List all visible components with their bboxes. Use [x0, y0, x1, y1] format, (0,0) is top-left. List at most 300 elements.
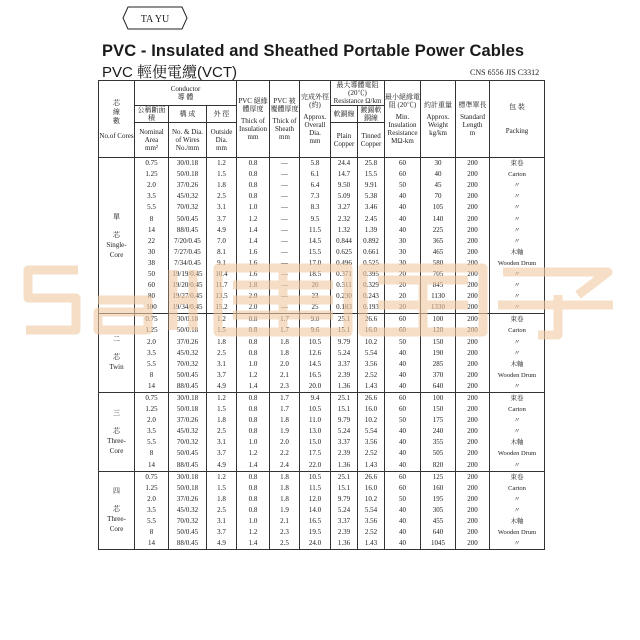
table-cell: 0.844 — [331, 236, 358, 247]
table-cell: 200 — [456, 404, 490, 415]
table-cell: 505 — [421, 448, 456, 459]
table-cell: 16.0 — [358, 483, 385, 494]
table-cell: 19.5 — [300, 527, 331, 538]
table-cell: 17.0 — [300, 258, 331, 269]
table-cell: 5.09 — [331, 191, 358, 202]
table-cell: 20 — [385, 280, 421, 291]
table-cell: 50 — [385, 415, 421, 426]
table-cell: 1.43 — [358, 381, 385, 393]
table-cell: 2.0 — [270, 359, 300, 370]
table-cell: 1.7 — [270, 325, 300, 336]
packing-cell: 〃 — [490, 494, 545, 505]
table-cell: 15.1 — [331, 325, 358, 336]
table-cell: 200 — [456, 258, 490, 269]
table-cell: 3.56 — [358, 437, 385, 448]
table-cell: 1.2 — [207, 392, 237, 404]
table-cell: 1.7 — [270, 404, 300, 415]
table-cell: 200 — [456, 247, 490, 258]
table-cell: 1.2 — [237, 370, 270, 381]
table-row — [99, 516, 545, 527]
header-cores: 芯線數 No.of Cores — [99, 81, 135, 158]
table-cell: 200 — [456, 269, 490, 280]
packing-cell: Wooden Drum — [490, 527, 545, 538]
table-cell: 15.1 — [331, 483, 358, 494]
table-cell: 50/0.45 — [169, 448, 207, 459]
table-cell: 50 — [135, 269, 169, 280]
header-insulation: PVC 絕緣體厚度 Thick of Insulation mm — [237, 81, 270, 158]
table-cell: 13.5 — [207, 291, 237, 302]
table-cell: 2.2 — [270, 448, 300, 459]
table-cell: 140 — [421, 213, 456, 224]
packing-cell: 木軸 — [490, 437, 545, 448]
table-cell: 2.5 — [270, 538, 300, 550]
table-cell: 150 — [421, 404, 456, 415]
table-row — [99, 426, 545, 437]
header-wires: 構 成 — [169, 106, 207, 123]
table-cell: 70/0.32 — [169, 516, 207, 527]
table-row — [99, 527, 545, 538]
table-cell: 5.5 — [135, 437, 169, 448]
packing-cell: 〃 — [490, 225, 545, 236]
table-cell: 200 — [456, 314, 490, 326]
table-cell: 30/0.18 — [169, 471, 207, 483]
table-cell: 705 — [421, 269, 456, 280]
table-cell: 0.8 — [237, 471, 270, 483]
table-cell: 1.4 — [237, 460, 270, 472]
table-cell: 240 — [421, 426, 456, 437]
table-cell: — — [270, 169, 300, 180]
table-cell: 88/0.45 — [169, 538, 207, 550]
table-cell: 1.8 — [207, 337, 237, 348]
table-cell: 0.8 — [237, 494, 270, 505]
table-cell: 1.25 — [135, 483, 169, 494]
table-cell: 0.8 — [237, 404, 270, 415]
table-cell: 60 — [385, 325, 421, 336]
table-cell: 10.5 — [300, 337, 331, 348]
table-cell: 3.7 — [207, 448, 237, 459]
table-cell: 1330 — [421, 302, 456, 314]
table-cell: 40 — [385, 437, 421, 448]
table-cell: 60 — [135, 280, 169, 291]
packing-cell: 〃 — [490, 202, 545, 213]
packing-cell: 〃 — [490, 538, 545, 550]
table-cell: 0.8 — [237, 426, 270, 437]
table-cell: 355 — [421, 437, 456, 448]
table-cell: 2.52 — [358, 527, 385, 538]
table-cell: 0.371 — [331, 269, 358, 280]
table-cell: 455 — [421, 516, 456, 527]
table-cell: 0.75 — [135, 392, 169, 404]
core-type-cell: 四 芯 Three-Core — [99, 471, 135, 550]
table-cell: 8 — [135, 370, 169, 381]
table-cell: 3.5 — [135, 505, 169, 516]
table-row — [99, 269, 545, 280]
table-cell: 50/0.45 — [169, 527, 207, 538]
table-cell: — — [270, 302, 300, 314]
header-ins-resistance: 最小絕緣電阻 (20℃) Min. Insulation Resistance MΩ-km — [385, 81, 421, 158]
table-cell: 1.5 — [207, 404, 237, 415]
table-cell: 14 — [135, 225, 169, 236]
table-cell: 0.8 — [237, 191, 270, 202]
packing-cell: 〃 — [490, 302, 545, 314]
table-cell: 1.36 — [331, 381, 358, 393]
table-cell: 1.8 — [270, 348, 300, 359]
table-cell: 0.8 — [237, 348, 270, 359]
table-cell: 820 — [421, 460, 456, 472]
table-cell: 1.8 — [207, 180, 237, 191]
table-row — [99, 291, 545, 302]
table-cell: 40 — [385, 370, 421, 381]
table-cell: 9.79 — [331, 337, 358, 348]
table-cell: 1.0 — [237, 516, 270, 527]
table-cell: 2.39 — [331, 448, 358, 459]
table-cell: 200 — [456, 202, 490, 213]
table-cell: 845 — [421, 280, 456, 291]
header-od-en: Outside Dia. mm — [207, 123, 237, 158]
table-row — [99, 191, 545, 202]
packing-cell: 〃 — [490, 460, 545, 472]
table-cell: 0.75 — [135, 158, 169, 170]
table-cell: — — [270, 191, 300, 202]
table-cell: 1.4 — [237, 236, 270, 247]
table-cell: 14 — [135, 460, 169, 472]
table-cell: 15.5 — [300, 247, 331, 258]
table-cell: 60 — [385, 404, 421, 415]
table-row — [99, 247, 545, 258]
table-cell: 50/0.18 — [169, 169, 207, 180]
table-cell: 100 — [135, 302, 169, 314]
table-cell: 16.0 — [358, 404, 385, 415]
table-cell: 1.4 — [237, 225, 270, 236]
table-cell: 23 — [300, 291, 331, 302]
table-cell: 1.4 — [237, 538, 270, 550]
header-conductor: Conductor 導 體 — [135, 81, 237, 106]
packing-cell: Wooden Drum — [490, 258, 545, 269]
packing-cell: 束卷 — [490, 392, 545, 404]
table-cell: 14 — [135, 538, 169, 550]
table-cell: 88/0.45 — [169, 225, 207, 236]
table-cell: 30/0.18 — [169, 392, 207, 404]
table-cell: 190 — [421, 348, 456, 359]
table-cell: 3.56 — [358, 516, 385, 527]
table-cell: 2.4 — [270, 460, 300, 472]
table-cell: 0.183 — [331, 302, 358, 314]
table-cell: 3.1 — [207, 202, 237, 213]
table-cell: 30/0.18 — [169, 158, 207, 170]
table-cell: 195 — [421, 494, 456, 505]
header-length: 標準單長 Standard Length m — [456, 81, 490, 158]
table-row — [99, 505, 545, 516]
table-cell: 16.0 — [358, 325, 385, 336]
table-cell: 0.193 — [358, 302, 385, 314]
table-cell: 7/20/0.45 — [169, 236, 207, 247]
table-row — [99, 448, 545, 459]
table-cell: 0.8 — [237, 158, 270, 170]
table-cell: 9.6 — [300, 325, 331, 336]
table-cell: 45 — [421, 180, 456, 191]
table-cell: 9.50 — [331, 180, 358, 191]
table-cell: 8 — [135, 527, 169, 538]
table-cell: 200 — [456, 280, 490, 291]
spec-table — [98, 80, 545, 550]
table-cell: 1.6 — [237, 269, 270, 280]
table-cell: 30/0.18 — [169, 314, 207, 326]
table-cell: 200 — [456, 437, 490, 448]
table-cell: 37/0.26 — [169, 337, 207, 348]
table-cell: 8.1 — [207, 247, 237, 258]
header-resistance: 最大導體電阻 (20℃) Resistance Ω/km — [331, 81, 385, 106]
packing-cell: 〃 — [490, 191, 545, 202]
table-cell: 1.8 — [270, 483, 300, 494]
table-row — [99, 392, 545, 404]
table-cell: 0.8 — [237, 392, 270, 404]
table-cell: 3.27 — [331, 202, 358, 213]
table-cell: 14 — [135, 381, 169, 393]
packing-cell: Wooden Drum — [490, 448, 545, 459]
table-cell: 3.5 — [135, 426, 169, 437]
table-cell: 0.625 — [331, 247, 358, 258]
table-cell: 200 — [456, 516, 490, 527]
table-cell: 0.661 — [358, 247, 385, 258]
table-cell: 2.39 — [331, 527, 358, 538]
table-cell: 2.5 — [207, 505, 237, 516]
table-cell: 2.39 — [331, 370, 358, 381]
table-cell: — — [270, 269, 300, 280]
table-row — [99, 359, 545, 370]
table-cell: 2.3 — [270, 527, 300, 538]
table-cell: 30 — [135, 247, 169, 258]
table-cell: 200 — [456, 302, 490, 314]
packing-cell: 〃 — [490, 426, 545, 437]
table-cell: 200 — [456, 538, 490, 550]
table-cell: — — [270, 225, 300, 236]
table-cell: 1.36 — [331, 460, 358, 472]
table-cell: 40 — [385, 213, 421, 224]
table-cell: 40 — [385, 191, 421, 202]
table-cell: 10.2 — [358, 415, 385, 426]
table-cell: 3.46 — [358, 202, 385, 213]
table-cell: 40 — [385, 359, 421, 370]
table-cell: 200 — [456, 415, 490, 426]
table-cell: 3.56 — [358, 359, 385, 370]
table-cell: 1.8 — [270, 494, 300, 505]
table-row — [99, 158, 545, 170]
table-cell: 1.8 — [207, 494, 237, 505]
table-row — [99, 348, 545, 359]
table-cell: 200 — [456, 392, 490, 404]
table-cell: 60 — [385, 158, 421, 170]
table-cell: 19/19/0.45 — [169, 269, 207, 280]
header-plain-en: Plain Copper — [331, 123, 358, 158]
table-cell: — — [270, 291, 300, 302]
table-cell: 0.75 — [135, 314, 169, 326]
table-cell: 7/27/0.45 — [169, 247, 207, 258]
table-cell: 1.0 — [237, 202, 270, 213]
table-cell: 200 — [456, 381, 490, 393]
table-cell: 0.230 — [331, 291, 358, 302]
table-cell: 4.9 — [207, 225, 237, 236]
table-cell: 3.1 — [207, 516, 237, 527]
table-cell: 8 — [135, 448, 169, 459]
table-row — [99, 213, 545, 224]
table-cell: 24.0 — [300, 538, 331, 550]
table-row — [99, 180, 545, 191]
table-cell: 8 — [135, 213, 169, 224]
table-cell: 0.75 — [135, 471, 169, 483]
table-cell: 1.6 — [237, 258, 270, 269]
table-cell: 125 — [421, 471, 456, 483]
table-cell: 6.1 — [300, 169, 331, 180]
packing-cell: 〃 — [490, 337, 545, 348]
table-cell: 10.4 — [207, 269, 237, 280]
table-cell: 40 — [385, 516, 421, 527]
core-type-cell: 二 芯 Twin — [99, 314, 135, 393]
table-cell: 13.0 — [300, 426, 331, 437]
table-cell: 365 — [421, 236, 456, 247]
table-cell: 3.37 — [331, 359, 358, 370]
table-row — [99, 314, 545, 326]
table-cell: 18.5 — [300, 269, 331, 280]
table-cell: 200 — [456, 370, 490, 381]
table-cell: 1045 — [421, 538, 456, 550]
table-cell: 5.5 — [135, 202, 169, 213]
table-cell: 5.38 — [358, 191, 385, 202]
packing-cell: 〃 — [490, 236, 545, 247]
table-cell: 20 — [300, 280, 331, 291]
table-cell: 100 — [421, 314, 456, 326]
table-cell: 1.4 — [237, 381, 270, 393]
table-cell: 200 — [456, 191, 490, 202]
table-cell: 5.5 — [135, 359, 169, 370]
table-cell: 1.25 — [135, 404, 169, 415]
table-cell: 7.3 — [300, 191, 331, 202]
table-row — [99, 236, 545, 247]
table-cell: 60 — [385, 169, 421, 180]
table-row — [99, 415, 545, 426]
table-cell: 200 — [456, 158, 490, 170]
table-cell: 10.2 — [358, 337, 385, 348]
table-row — [99, 202, 545, 213]
table-cell: 50 — [385, 180, 421, 191]
title-chinese: PVC 輕便電纜(VCT) — [102, 64, 238, 81]
table-cell: 50/0.45 — [169, 213, 207, 224]
table-cell: — — [270, 213, 300, 224]
table-cell: 60 — [385, 392, 421, 404]
table-cell: 1.2 — [237, 448, 270, 459]
table-cell: 37/0.26 — [169, 180, 207, 191]
table-cell: 6.4 — [300, 180, 331, 191]
table-cell: 1.8 — [207, 415, 237, 426]
table-cell: 1.8 — [270, 415, 300, 426]
table-cell: 14.0 — [300, 505, 331, 516]
table-cell: 2.0 — [135, 415, 169, 426]
table-cell: 60 — [385, 471, 421, 483]
table-cell: 14.5 — [300, 359, 331, 370]
table-row — [99, 483, 545, 494]
table-cell: 50 — [385, 337, 421, 348]
table-cell: 19/27/0.45 — [169, 291, 207, 302]
table-cell: — — [270, 180, 300, 191]
table-cell: 15.5 — [358, 169, 385, 180]
packing-cell: 〃 — [490, 505, 545, 516]
table-cell: 30 — [421, 158, 456, 170]
table-cell: 37/0.26 — [169, 494, 207, 505]
table-cell: 14.7 — [331, 169, 358, 180]
standard-label: CNS 6556 JIS C3312 — [470, 68, 540, 77]
packing-cell: 〃 — [490, 415, 545, 426]
packing-cell: Wooden Drum — [490, 370, 545, 381]
table-cell: 16.5 — [300, 370, 331, 381]
table-cell: 4.9 — [207, 460, 237, 472]
table-cell: 0.892 — [358, 236, 385, 247]
table-cell: 5.54 — [358, 505, 385, 516]
table-cell: 3.1 — [207, 437, 237, 448]
table-cell: 9.4 — [300, 392, 331, 404]
table-cell: 0.496 — [331, 258, 358, 269]
packing-cell: Carton — [490, 483, 545, 494]
table-cell: 1.39 — [358, 225, 385, 236]
table-cell: 1.0 — [237, 437, 270, 448]
table-cell: — — [270, 202, 300, 213]
table-cell: 15.2 — [207, 302, 237, 314]
title-english: PVC - Insulated and Sheathed Portable Power Cables — [102, 42, 525, 60]
table-cell: 40 — [385, 202, 421, 213]
table-cell: 0.243 — [358, 291, 385, 302]
table-cell: 25.1 — [331, 314, 358, 326]
table-cell: 88/0.45 — [169, 381, 207, 393]
table-row — [99, 404, 545, 415]
table-cell: 2.5 — [207, 348, 237, 359]
table-cell: 2.45 — [358, 213, 385, 224]
table-cell: 105 — [421, 202, 456, 213]
table-cell: 2.0 — [237, 291, 270, 302]
table-cell: 1.2 — [207, 471, 237, 483]
header-area: 公稱斷面積 — [135, 106, 169, 123]
table-cell: 3.7 — [207, 370, 237, 381]
table-cell: 1.7 — [270, 314, 300, 326]
table-cell: 0.395 — [358, 269, 385, 280]
header-area-en: Nominal Area mm² — [135, 123, 169, 158]
table-cell: 40 — [385, 381, 421, 393]
table-cell: 8.3 — [300, 202, 331, 213]
table-row — [99, 370, 545, 381]
table-cell: 25.8 — [358, 158, 385, 170]
table-cell: 2.1 — [270, 516, 300, 527]
packing-cell: Carton — [490, 169, 545, 180]
table-row — [99, 381, 545, 393]
packing-cell: 〃 — [490, 280, 545, 291]
table-cell: 50/0.18 — [169, 483, 207, 494]
table-cell: 10.5 — [300, 471, 331, 483]
table-cell: 160 — [421, 483, 456, 494]
table-cell: 10.5 — [300, 404, 331, 415]
table-cell: 640 — [421, 381, 456, 393]
table-cell: 40 — [385, 460, 421, 472]
table-cell: — — [270, 247, 300, 258]
table-row — [99, 337, 545, 348]
table-cell: 1.5 — [207, 325, 237, 336]
table-row — [99, 460, 545, 472]
table-cell: 20 — [385, 269, 421, 280]
table-cell: 50/0.18 — [169, 404, 207, 415]
packing-cell: 木軸 — [490, 247, 545, 258]
table-cell: 3.1 — [207, 359, 237, 370]
table-cell: 200 — [456, 225, 490, 236]
packing-cell: 〃 — [490, 213, 545, 224]
table-cell: 9.0 — [300, 314, 331, 326]
table-cell: 175 — [421, 415, 456, 426]
header-weight: 約計重量 Approx. Weight kg/km — [421, 81, 456, 158]
